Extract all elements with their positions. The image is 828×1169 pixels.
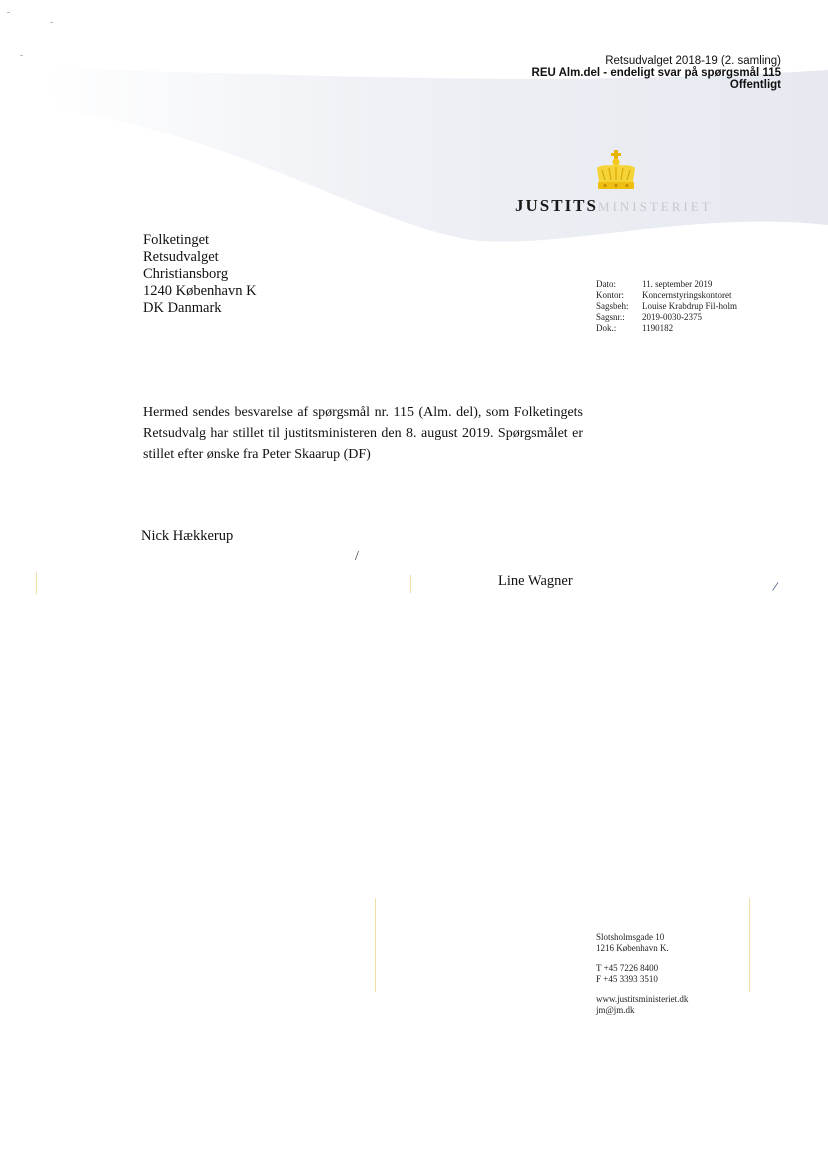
stamp-committee: Retsudvalget 2018-19 (2. samling) xyxy=(605,55,781,67)
meta-row-office xyxy=(596,290,742,301)
meta-value: Louise Krabdrup Fil-holm xyxy=(642,301,737,311)
scan-mark xyxy=(410,575,411,593)
meta-label: Dok.: xyxy=(596,323,617,333)
footer-website: www.justitsministeriet.dk xyxy=(596,994,689,1004)
signature-official: Line Wagner xyxy=(498,573,573,589)
address-line: Folketinget xyxy=(143,232,210,248)
address-line: 1240 København K xyxy=(143,283,257,299)
meta-value: 11. september 2019 xyxy=(642,279,713,289)
signature-minister: Nick Hækkerup xyxy=(141,528,234,544)
address-line: Christiansborg xyxy=(143,266,229,282)
meta-label: Kontor: xyxy=(596,290,624,300)
letter-body: Hermed sendes besvarelse af spørgsmål nr. 115 (Alm. del), som Folketingets Retsudvalg har stillet til justitsministeren den 8. august 2019. Spørgsmålet er stillet efter ønske fra Peter Skaarup (DF) xyxy=(143,405,583,462)
logo-text-justits: JUSTITS xyxy=(515,196,598,215)
archive-stamp xyxy=(532,55,781,91)
crown-icon xyxy=(593,150,639,192)
footer-line: 1216 København K. xyxy=(596,943,669,953)
scan-speck xyxy=(20,55,23,56)
meta-label: Sagsnr.: xyxy=(596,312,625,322)
meta-row-case-number xyxy=(596,312,742,323)
ink-tick: / xyxy=(771,579,779,596)
footer-web xyxy=(596,994,688,1016)
ministry-contact-footer xyxy=(596,932,688,1025)
footer-line: Slotsholmsgade 10 xyxy=(596,932,665,942)
scan-mark xyxy=(375,898,376,992)
scan-mark xyxy=(749,898,750,992)
meta-row-document-number xyxy=(596,323,742,334)
meta-row-date xyxy=(596,279,742,290)
ministry-logo xyxy=(515,196,713,216)
stamp-reference: REU Alm.del - endeligt svar på spørgsmål 115 xyxy=(531,67,781,79)
meta-value: 1190182 xyxy=(642,323,674,333)
meta-value: 2019-0030-2375 xyxy=(642,312,702,322)
meta-value: Koncernstyringskontoret xyxy=(642,290,732,300)
header-swoosh-background xyxy=(0,0,828,300)
document-metadata xyxy=(596,279,742,334)
scan-mark xyxy=(36,572,37,594)
recipient-address xyxy=(143,232,257,317)
meta-label: Sagsbeh: xyxy=(596,301,629,311)
footer-phones xyxy=(596,963,688,985)
meta-row-handler xyxy=(596,301,742,312)
logo-text-ministeriet: MINISTERIET xyxy=(597,199,713,214)
address-line: Retsudvalget xyxy=(143,249,219,265)
address-line: DK Danmark xyxy=(143,300,222,316)
scan-speck xyxy=(50,22,53,23)
stamp-status: Offentligt xyxy=(729,79,781,91)
footer-line: F +45 3393 3510 xyxy=(596,974,658,984)
meta-label: Dato: xyxy=(596,279,616,289)
footer-email: jm@jm.dk xyxy=(596,1005,635,1015)
ink-mark: / xyxy=(355,549,359,564)
footer-address xyxy=(596,932,688,954)
footer-line: T +45 7226 8400 xyxy=(596,963,659,973)
scan-speck xyxy=(7,12,10,13)
